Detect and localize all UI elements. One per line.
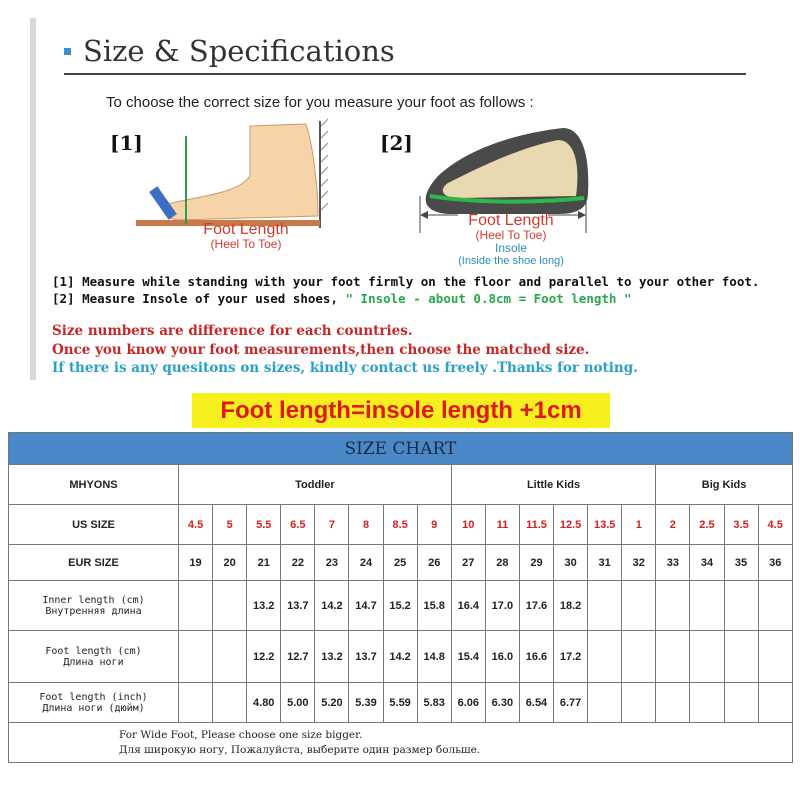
us-size-cell: 9 [417, 505, 451, 545]
inner-length-cell: 17.6 [519, 581, 553, 631]
foot-length-inch-cell [179, 683, 213, 723]
foot-length-inch-cell: 6.06 [451, 683, 485, 723]
foot-length-cm-cell [758, 631, 792, 683]
step-2-highlight: " Insole - about 0.8cm = Foot length " [345, 291, 632, 306]
eur-size-cell: 33 [656, 545, 690, 581]
figure-label-2: [2] [380, 131, 413, 155]
eur-size-cell: 36 [758, 545, 792, 581]
inner-length-cell: 13.7 [281, 581, 315, 631]
inner-length-cell: 17.0 [485, 581, 519, 631]
foot-length-cm-label-ru: Длина ноги [63, 656, 124, 668]
foot-length-inch-cell: 5.39 [349, 683, 383, 723]
specifications-panel [30, 18, 778, 380]
inner-length-cell [758, 581, 792, 631]
foot-length-cm-cell: 12.7 [281, 631, 315, 683]
foot-length-cm-cell: 16.6 [519, 631, 553, 683]
foot-length-cm-cell: 15.4 [451, 631, 485, 683]
step-1: [1] Measure while standing with your foot firmly on the floor and parallel to your other foot. [52, 274, 760, 289]
foot-length-inch-cell: 5.59 [383, 683, 417, 723]
eur-size-cell: 24 [349, 545, 383, 581]
inner-length-cell: 15.8 [417, 581, 451, 631]
brand-cell: MHYONS [9, 465, 179, 505]
note-line-3: If there is any quesitons on sizes, kindly contact us freely .Thanks for noting. [52, 360, 638, 376]
us-size-cell: 10 [451, 505, 485, 545]
page-title: Size & Specifications [83, 34, 395, 68]
us-size-cell: 1 [622, 505, 656, 545]
foot-length-cm-cell: 16.0 [485, 631, 519, 683]
us-size-cell: 8 [349, 505, 383, 545]
foot-length-banner [192, 393, 610, 428]
foot-length-cm-cell: 14.8 [417, 631, 451, 683]
foot-length-cm-cell [656, 631, 690, 683]
foot-length-inch-cell: 5.00 [281, 683, 315, 723]
eur-size-cell: 29 [519, 545, 553, 581]
foot-length-label-2: Foot Length [468, 212, 554, 229]
eur-size-cell: 31 [588, 545, 622, 581]
foot-length-cm-cell [179, 631, 213, 683]
us-size-cell: 13.5 [588, 505, 622, 545]
us-size-cell: 11 [485, 505, 519, 545]
foot-length-inch-label [9, 683, 179, 723]
inner-length-cell: 15.2 [383, 581, 417, 631]
eur-size-cell: 35 [724, 545, 758, 581]
foot-length-cm-label [9, 631, 179, 683]
foot-length-caption-2 [436, 212, 586, 268]
inner-length-cell [213, 581, 247, 631]
us-size-cell: 2.5 [690, 505, 724, 545]
insole-label: Insole [494, 241, 528, 255]
foot-length-inch-cell [656, 683, 690, 723]
foot-length-cm-cell [724, 631, 758, 683]
wide-foot-note-ru: Для широкую ногу, Пожалуйста, выберите один размер больше. [119, 743, 481, 756]
group-toddler: Toddler [179, 465, 452, 505]
inner-length-cell: 14.7 [349, 581, 383, 631]
foot-length-inch-label-en: Foot length (inch) [39, 691, 148, 703]
inner-length-cell [690, 581, 724, 631]
us-size-cell: 12.5 [554, 505, 588, 545]
size-chart-table [8, 432, 793, 763]
heel-to-toe-label-2: (Heel To Toe) [475, 228, 547, 242]
foot-length-inch-label-ru: Длина ноги (дюйм) [42, 702, 145, 714]
foot-length-cm-cell [213, 631, 247, 683]
us-size-cell: 11.5 [519, 505, 553, 545]
wide-foot-note [9, 723, 793, 763]
foot-length-cm-label-en: Foot length (cm) [45, 645, 142, 657]
note-line-1: Size numbers are difference for each countries. [52, 323, 413, 339]
foot-length-inch-cell: 6.30 [485, 683, 519, 723]
foot-length-inch-cell [690, 683, 724, 723]
us-size-cell: 4.5 [179, 505, 213, 545]
foot-length-cm-cell [690, 631, 724, 683]
foot-length-cm-cell: 13.7 [349, 631, 383, 683]
step-2-text: [2] Measure Insole of your used shoes, [52, 291, 346, 306]
us-size-cell: 6.5 [281, 505, 315, 545]
eur-size-cell: 30 [554, 545, 588, 581]
title-divider [64, 73, 746, 75]
wide-foot-note-en: For Wide Foot, Please choose one size bigger. [119, 728, 363, 741]
heel-to-toe-label: (Heel To Toe) [210, 237, 282, 251]
foot-length-inch-cell: 6.54 [519, 683, 553, 723]
inner-length-cell: 13.2 [247, 581, 281, 631]
intro-text: To choose the correct size for you measure your foot as follows : [106, 94, 534, 111]
foot-length-inch-cell [724, 683, 758, 723]
foot-length-inch-cell: 6.77 [554, 683, 588, 723]
inner-length-cell [656, 581, 690, 631]
inner-length-label-en: Inner length (cm) [42, 594, 145, 606]
foot-length-inch-cell: 5.83 [417, 683, 451, 723]
foot-length-cm-cell: 13.2 [315, 631, 349, 683]
eur-size-cell: 26 [417, 545, 451, 581]
eur-size-cell: 34 [690, 545, 724, 581]
foot-length-cm-cell [622, 631, 656, 683]
inner-length-cell: 16.4 [451, 581, 485, 631]
us-size-label: US SIZE [9, 505, 179, 545]
size-notes [52, 322, 638, 378]
section-heading [64, 34, 395, 68]
foot-length-inch-cell: 4.80 [247, 683, 281, 723]
us-size-cell: 4.5 [758, 505, 792, 545]
group-little-kids: Little Kids [451, 465, 656, 505]
insole-note: (Inside the shoe long) [458, 255, 564, 267]
inner-length-cell: 18.2 [554, 581, 588, 631]
foot-length-cm-cell: 17.2 [554, 631, 588, 683]
eur-size-cell: 20 [213, 545, 247, 581]
inner-length-cell [724, 581, 758, 631]
bullet-icon [64, 48, 71, 55]
foot-length-label: Foot Length [203, 221, 289, 238]
eur-size-cell: 23 [315, 545, 349, 581]
foot-length-cm-cell: 14.2 [383, 631, 417, 683]
eur-size-cell: 19 [179, 545, 213, 581]
inner-length-label [9, 581, 179, 631]
foot-length-inch-cell [588, 683, 622, 723]
eur-size-cell: 27 [451, 545, 485, 581]
foot-length-inch-cell [622, 683, 656, 723]
inner-length-cell: 14.2 [315, 581, 349, 631]
us-size-cell: 2 [656, 505, 690, 545]
foot-length-inch-cell [758, 683, 792, 723]
us-size-cell: 3.5 [724, 505, 758, 545]
foot-length-cm-cell [588, 631, 622, 683]
inner-length-cell [179, 581, 213, 631]
foot-length-cm-cell: 12.2 [247, 631, 281, 683]
eur-size-cell: 25 [383, 545, 417, 581]
banner-text: Foot length=insole length +1cm [220, 396, 582, 424]
inner-length-label-ru: Внутренняя длина [45, 605, 142, 617]
eur-size-cell: 22 [281, 545, 315, 581]
us-size-cell: 8.5 [383, 505, 417, 545]
inner-length-cell [588, 581, 622, 631]
eur-size-cell: 21 [247, 545, 281, 581]
inner-length-cell [622, 581, 656, 631]
foot-length-inch-cell [213, 683, 247, 723]
eur-size-cell: 28 [485, 545, 519, 581]
foot-measure-illustration [128, 116, 328, 236]
foot-length-inch-cell: 5.20 [315, 683, 349, 723]
note-line-2: Once you know your foot measurements,then choose the matched size. [52, 341, 590, 358]
figure-label-1: [1] [110, 131, 143, 155]
eur-size-cell: 32 [622, 545, 656, 581]
us-size-cell: 5 [213, 505, 247, 545]
measurement-steps [52, 273, 759, 307]
eur-size-label: EUR SIZE [9, 545, 179, 581]
us-size-cell: 7 [315, 505, 349, 545]
step-2 [52, 290, 759, 307]
size-chart-title: SIZE CHART [9, 433, 793, 465]
group-big-kids: Big Kids [656, 465, 793, 505]
foot-length-caption-1 [176, 221, 316, 251]
us-size-cell: 5.5 [247, 505, 281, 545]
